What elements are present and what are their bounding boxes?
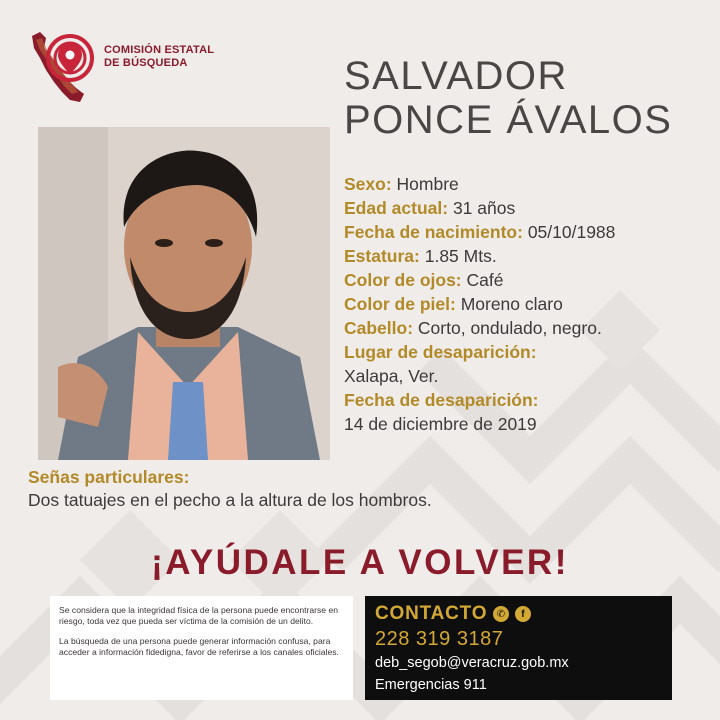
contact-email[interactable]: deb_segob@veracruz.gob.mx: [375, 655, 569, 671]
detail-cabello: Cabello: Corto, ondulado, negro.: [344, 318, 602, 338]
detail-piel: Color de piel: Moreno claro: [344, 294, 563, 314]
disclaimer-box: [50, 596, 353, 700]
detail-estatura: Estatura: 1.85 Mts.: [344, 246, 497, 266]
logo-line-1: COMISIÓN ESTATAL: [104, 44, 215, 56]
person-photo: [38, 127, 330, 460]
senas-label: Señas particulares:: [28, 467, 190, 487]
detail-edad: Edad actual: 31 años: [344, 198, 516, 218]
last-name: PONCE ÁVALOS: [344, 98, 673, 142]
facebook-icon[interactable]: f: [515, 606, 531, 622]
disclaimer-p2: La búsqueda de una persona puede generar información confusa, para acceder a información fidedigna, favor de referirse a los canales oficiales.: [59, 636, 339, 657]
details-list: [344, 172, 704, 436]
contact-title: CONTACTO ✆ f: [375, 602, 662, 626]
contact-phone[interactable]: 228 319 3187: [375, 628, 504, 650]
detail-nacimiento: Fecha de nacimiento: 05/10/1988: [344, 222, 616, 242]
senas-value: Dos tatuajes en el pecho a la altura de los hombros.: [28, 490, 432, 510]
logo-line-2: DE BÚSQUEDA: [104, 57, 188, 69]
detail-fecha-label: Fecha de desaparición:: [344, 390, 539, 410]
cta-heading: ¡AYÚDALE A VOLVER!: [151, 543, 569, 582]
logo: [26, 28, 226, 108]
detail-fecha-value: 14 de diciembre de 2019: [344, 414, 537, 434]
detail-sexo: Sexo: Hombre: [344, 174, 459, 194]
detail-ojos: Color de ojos: Café: [344, 270, 504, 290]
whatsapp-icon[interactable]: ✆: [493, 606, 509, 622]
map-pin-icon: [40, 30, 100, 90]
contact-emergency[interactable]: Emergencias 911: [375, 677, 487, 693]
contact-box: [365, 596, 672, 700]
senas-particulares: [28, 466, 432, 512]
person-name: [344, 54, 672, 142]
detail-lugar-label: Lugar de desaparición:: [344, 342, 537, 362]
first-name: SALVADOR: [344, 54, 568, 98]
detail-lugar-value: Xalapa, Ver.: [344, 366, 439, 386]
logo-text: [104, 44, 214, 70]
disclaimer-p1: Se considera que la integridad física de la persona puede encontrarse en riesgo, toda vez que pueda ser víctima de la comisión de un delito.: [59, 605, 339, 626]
